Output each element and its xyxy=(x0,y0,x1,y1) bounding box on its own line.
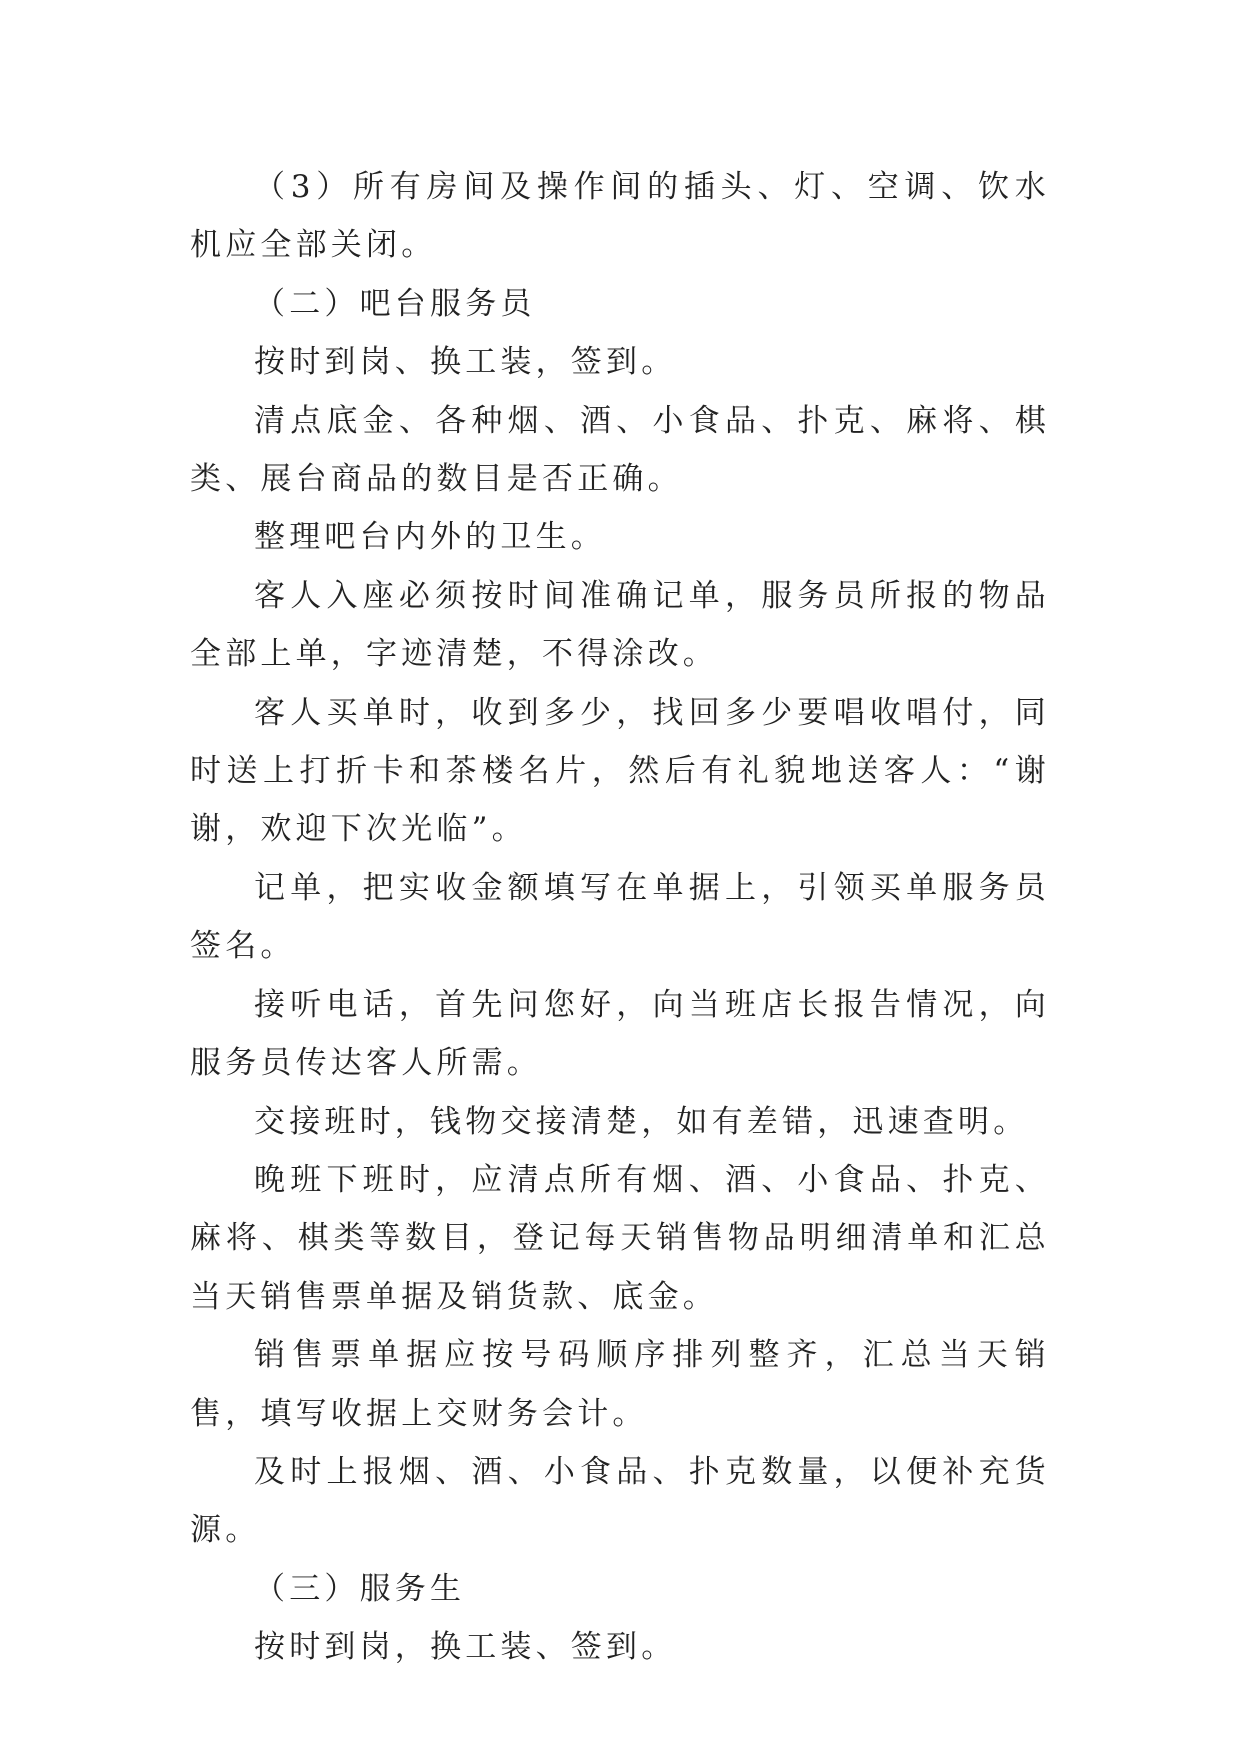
section-heading-waiter: （三）服务生 xyxy=(254,1570,466,1607)
paragraph-record-orders: 客人入座必须按时间准确记单，服务员所报的物品全部上单，字迹清楚，不得涂改。 xyxy=(190,577,1050,673)
section-heading-bar-attendant: （二）吧台服务员 xyxy=(254,285,536,322)
paragraph-checkout: 客人买单时，收到多少，找回多少要唱收唱付，同时送上打折卡和茶楼名片，然后有礼貌地送客人：“谢谢，欢迎下次光临”。 xyxy=(190,694,1050,848)
paragraph-sales-receipts: 销售票单据应按号码顺序排列整齐，汇总当天销售，填写收据上交财务会计。 xyxy=(190,1337,1050,1432)
paragraph-power-off: （3）所有房间及操作间的插头、灯、空调、饮水机应全部关闭。 xyxy=(190,169,1050,264)
paragraph-clean-bar: 整理吧台内外的卫生。 xyxy=(254,519,606,556)
paragraph-shift-handover: 交接班时，钱物交接清楚，如有差错，迅速查明。 xyxy=(254,1103,1029,1140)
paragraph-record-amount: 记单，把实收金额填写在单据上，引领买单服务员签名。 xyxy=(190,869,1050,965)
paragraph-waiter-sign-in: 按时到岗，换工装、签到。 xyxy=(254,1629,677,1666)
paragraph-count-inventory: 清点底金、各种烟、酒、小食品、扑克、麻将、棋类、展台商品的数目是否正确。 xyxy=(190,402,1050,498)
document-body xyxy=(190,158,1050,1677)
paragraph-night-shift: 晚班下班时，应清点所有烟、酒、小食品、扑克、麻将、棋类等数目，登记每天销售物品明细清单和汇总当天销售票单据及销货款、底金。 xyxy=(190,1161,1050,1315)
paragraph-answer-phone: 接听电话，首先问您好，向当班店长报告情况，向服务员传达客人所需。 xyxy=(190,986,1050,1082)
paragraph-report-stock: 及时上报烟、酒、小食品、扑克数量，以便补充货源。 xyxy=(190,1453,1050,1549)
paragraph-arrive-sign-in: 按时到岗、换工装，签到。 xyxy=(254,344,677,381)
